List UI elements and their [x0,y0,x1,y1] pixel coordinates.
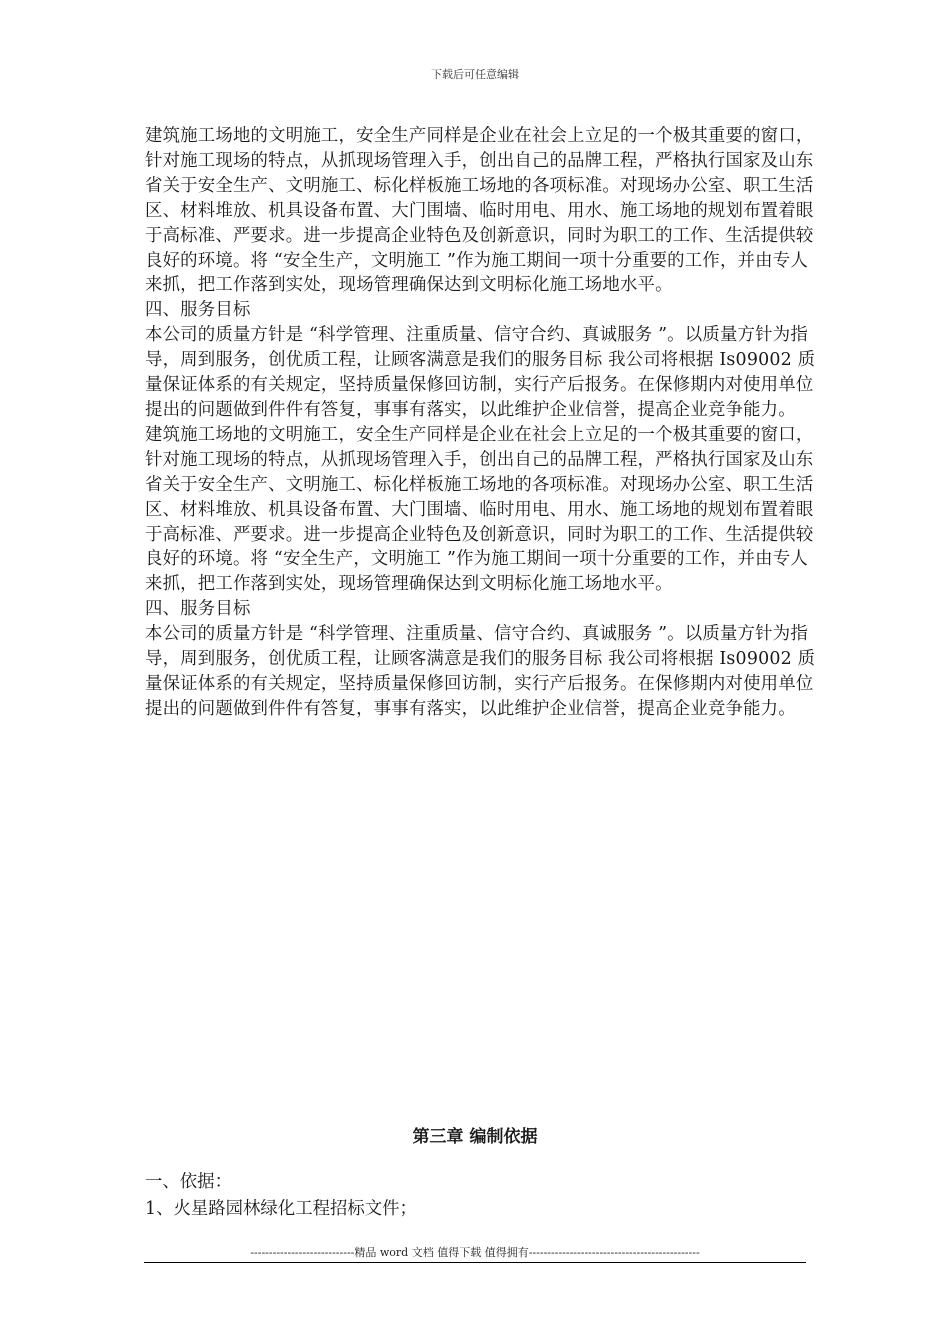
paragraph-quality-policy: 本公司的质量方针是 “科学管理、注重质量、信守合约、真诚服务 ”。以质量方针为指导，周到服务，创优质工程，让顾客满意是我们的服务目标 我公司将根据 Is09002 质量保证体系的有关规定，坚持质量保修回访制，实行产后报务。在保修期内对使用单位提出的问题做到件件有答复，事事有落实，以此维护企业信誉，提高企业竞争能力。 建筑施工场地的文明施工，安全生产同样是企业在社会上立足的一个极其重要的窗口，针对施工现场的特点，从抓现场管理入手，创出自己的品牌工程，严格执行国家及山东省关于安全生产、文明施工、标化样板施工场地的各项标准。对现场办公室、职工生活区、材料堆放、机具设备布置、大门围墙、临时用电、用水、施工场地的规划布置着眼于高标准、严要求。进一步提高企业特色及创新意识，同时为职工的工作、生活提供较良好的环境。将 “安全生产，文明施工 ”作为施工期间一项十分重要的工作，并由专人来抓，把工作落到实处，现场管理确保达到文明标化施工场地水平。 [145,325,816,595]
section-heading-service-goal: 四、服务目标 [145,300,251,321]
chapter-title: 第三章 编制依据 [412,1127,538,1147]
section-heading-service-goal-repeat: 四、服务目标 [145,599,251,620]
basis-section [145,1169,817,1223]
paragraph-quality-policy-repeat: 本公司的质量方针是 “科学管理、注重质量、信守合约、真诚服务 ”。以质量方针为指导，周到服务，创优质工程，让顾客满意是我们的服务目标 我公司将根据 Is09002 质量保证体系的有关规定，坚持质量保修回访制，实行产后报务。在保修期内对使用单位提出的问题做到件件有答复，事事有落实，以此维护企业信誉，提高企业竞争能力。 [145,624,816,719]
page-footer-text: ----------------------------精品 word 文档 值得下载 值得拥有---------------------------------------------- [250,1246,700,1259]
document-body [145,124,817,722]
paragraph-civilized-construction: 建筑施工场地的文明施工，安全生产同样是企业在社会上立足的一个极其重要的窗口，针对施工现场的特点，从抓现场管理入手，创出自己的品牌工程，严格执行国家及山东省关于安全生产、文明施工、标化样板施工场地的各项标准。对现场办公室、职工生活区、材料堆放、机具设备布置、大门围墙、临时用电、用水、施工场地的规划布置着眼于高标准、严要求。进一步提高企业特色及创新意识，同时为职工的工作、生活提供较良好的环境。将 “安全生产，文明施工 ”作为施工期间一项十分重要的工作，并由专人来抓，把工作落到实处，现场管理确保达到文明标化施工场地水平。 [145,126,814,296]
basis-item-1: 1、火星路园林绿化工程招标文件； [145,1199,417,1219]
basis-heading: 一、依据： [145,1172,232,1192]
page-header-note: 下载后可任意编辑 [431,68,519,81]
footer-divider [144,1262,806,1263]
